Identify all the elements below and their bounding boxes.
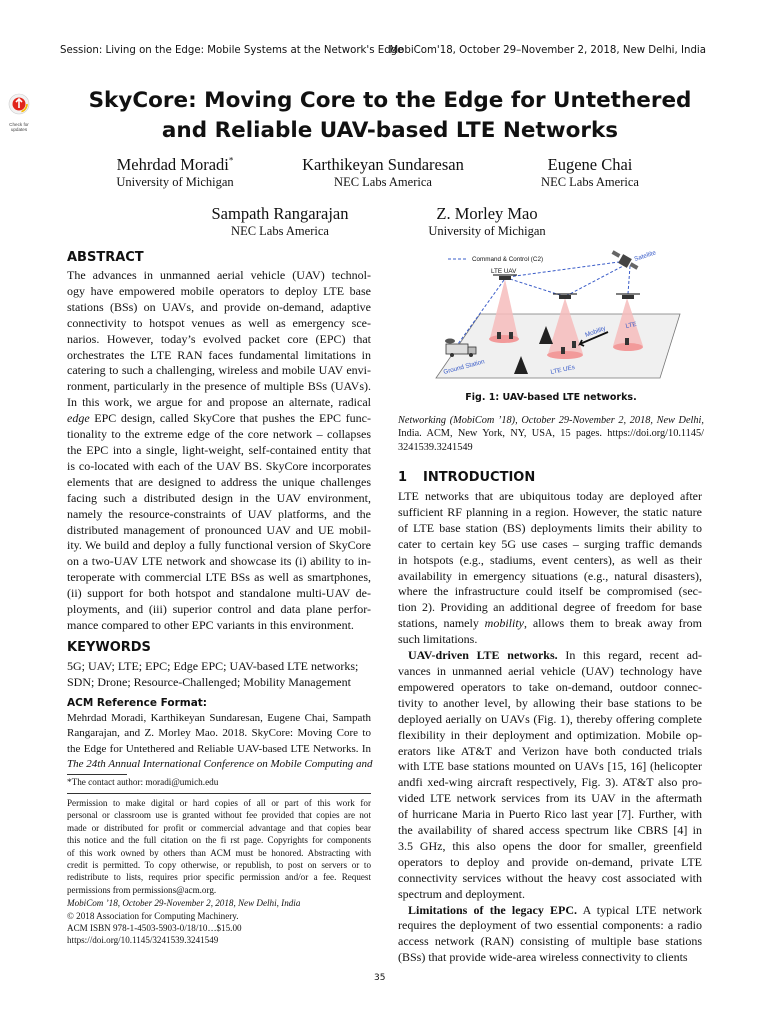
phone-icon [572, 341, 576, 348]
author-affiliation: NEC Labs America [541, 175, 639, 189]
acm-ref-heading: ACM Reference Format: [67, 697, 207, 709]
check-updates-icon [8, 93, 30, 117]
keyword-line: 5G; UAV; LTE; EPC; Edge EPC; UAV-based LTE networks; [67, 659, 359, 673]
lte-ues-label: LTE UEs [549, 363, 576, 376]
copyright-line: © 2018 Association for Computing Machinery. [67, 910, 239, 921]
permission-rule [67, 793, 371, 794]
intro-line [398, 648, 702, 664]
lte-uav-label: LTE UAV [491, 268, 517, 275]
author-name: Karthikeyan Sundaresan [302, 155, 464, 174]
abstract-line: tionality to the extreme edge of the core network – collapses [67, 427, 371, 442]
intro-line: vances in unmanned aerial vehicle (UAV) technology have [398, 663, 702, 678]
intro-line: operators to deploy and provide on-demand, private LTE [398, 854, 702, 869]
author-block-5 [412, 204, 562, 239]
citation-line: Networking (MobiCom ’18), October 29-November 2, 2018, New Delhi, [398, 415, 704, 426]
uav-lte-diagram [398, 246, 704, 396]
abstract-line: the EPC into a single, light-weight, self-contained entity that [67, 442, 371, 457]
abstract-line: ployments, and (iii) superior control and data plane perfor- [67, 602, 371, 617]
citation-block [398, 414, 704, 454]
abstract-heading: ABSTRACT [67, 250, 144, 265]
title-line-1: SkyCore: Moving Core to the Edge for Untethered [88, 88, 692, 113]
author-affiliation: University of Michigan [428, 224, 546, 238]
author-affiliation: University of Michigan [116, 175, 234, 189]
intro-text: In this regard, recent ad- [557, 648, 702, 663]
phone-icon [509, 332, 513, 339]
uav-icon [616, 294, 640, 299]
page-number: 35 [374, 973, 386, 983]
keywords-heading: KEYWORDS [67, 640, 151, 655]
intro-line: stations, namely mobility, allows them to break away from [398, 616, 702, 631]
check-for-updates-badge[interactable] [8, 93, 30, 132]
badge-line-2: updates [10, 127, 28, 132]
keywords-body [67, 659, 371, 691]
intro-line: sufficient RF planning in a region. However, the static nature [398, 504, 702, 519]
intro-line: empowered operators to take on-demand, outdoor connec- [398, 679, 702, 694]
author-mark: * [228, 155, 234, 166]
venue-line: MobiCom ’18, October 29-November 2, 2018, New Delhi, India [67, 898, 301, 909]
reference-line: Mehrdad Moradi, Karthikeyan Sundaresan, Eugene Chai, Sampath [67, 712, 371, 724]
intro-line: andfi xed-wing aircraft respectively, Fig. 3). AT&T also pro- [398, 775, 702, 790]
intro-line: of LTE base station (BS) deployments limits their ability to [398, 520, 702, 535]
author-name: Eugene Chai [547, 155, 633, 174]
satellite-label: Satellite [633, 249, 657, 263]
abstract-line: mance compared to other EPC variants in this environment. [67, 617, 354, 632]
abstract-line: orchestrates the LTE RAN faces fundamental limitations in [67, 347, 371, 362]
intro-line: availability in emergency situations (e.g., natural disasters), [398, 568, 702, 583]
intro-line: connectivity services without the heavy cost associated with [398, 870, 702, 885]
badge-line-1: Check for [9, 122, 29, 127]
phone-icon [497, 332, 501, 339]
citation-line: 3241539.3241549 [398, 441, 473, 453]
abstract-line: ogy have empowered mobile operators to deploy LTE base [67, 283, 371, 298]
section-title: INTRODUCTION [423, 470, 536, 485]
intro-line: such limitations. [398, 632, 478, 647]
abstract-line: (ii) support for both hotspot and standalone multi-UAV de- [67, 586, 371, 601]
phone-icon [561, 347, 565, 354]
intro-line: spectrum and deployment. [398, 886, 525, 901]
abstract-line: distributed management of pronounced UAV and UE mobil- [67, 522, 371, 537]
figure-1 [398, 246, 704, 396]
reference-line: Rangarajan, and Z. Morley Mao. 2018. SkyCore: Moving Core to [67, 727, 371, 740]
paper-title [60, 86, 720, 146]
running-header-session: Session: Living on the Edge: Mobile Systems at the Network's Edge [60, 45, 404, 56]
uav-icon [493, 275, 517, 280]
coverage-footprint [489, 335, 519, 343]
permission-line: made or distributed for profit or commercial advantage and that copies bear [67, 822, 371, 833]
intro-line: cater to certain key 5G use cases – surging traffic demands [398, 536, 702, 551]
isbn-line: ACM ISBN 978-1-4503-5903-0/18/10…$15.00 [67, 923, 242, 934]
intro-line: in hotspots (e.g., stadiums, event centers), as well as their [398, 552, 702, 567]
keyword-line: SDN; Drone; Resource-Challenged; Mobility Management [67, 674, 351, 689]
intro-line: requires the deployment of two essential components: a radio [398, 918, 702, 933]
abstract-line: The advances in unmanned aerial vehicle (UAV) technol- [67, 268, 371, 282]
intro-line: the availability of shared access spectrum like CBRS [4] in [398, 823, 702, 838]
author-affiliation: NEC Labs America [334, 175, 432, 189]
abstract-line: is co-located with each of the UAV BS. SkyCore incorporates [67, 458, 371, 473]
intro-text: A typical LTE network [577, 902, 702, 917]
lte-coverage-cone [490, 279, 518, 338]
author-affiliation: NEC Labs America [231, 224, 329, 238]
abstract-line: on a two-UAV LTE network and showcase its (i) ability to in- [67, 554, 371, 569]
abstract-line: edge EPC design, called SkyCore that pushes the EPC func- [67, 411, 371, 426]
author-name: Sampath Rangarajan [211, 204, 349, 223]
intro-line: (BSs) that provide wide-area wireless connectivity to clients [398, 950, 688, 965]
intro-line: with LTE base stations mounted on UAVs [15, 16] (helicopter [398, 759, 702, 774]
abstract-line: namely the resource-constraints of UAV platforms, and the [67, 506, 371, 521]
author-name: Mehrdad Moradi [116, 155, 229, 174]
figure-caption: Fig. 1: UAV-based LTE networks. [465, 392, 637, 403]
permission-line: of this work owned by others than ACM must be honored. Abstracting with [67, 847, 371, 858]
intro-line: of hurricane Maria in Puerto Rico last year [7]. Further, with [398, 807, 702, 822]
author-block-4 [200, 204, 360, 239]
abstract-line: ity. We build and deploy a fully functional version of SkyCore [67, 538, 371, 553]
legend-label: Command & Control (C2) [472, 256, 544, 263]
footnote-rule [67, 774, 127, 775]
doi-line[interactable]: https://doi.org/10.1145/3241539.3241549 [67, 935, 219, 946]
permission-line: this notice and the full citation on the fi rst page. Copyrights for components [67, 835, 371, 846]
intro-line: vided LTE network services from its UAV in the aftermath [398, 791, 702, 806]
intro-line: flexibility in their deployment and optimization. Mobile op- [398, 727, 702, 742]
abstract-line: teroperate with commercial LTE BSs as well as smartphones, [67, 570, 371, 585]
abstract-line: narios. However, today’s evolved packet core (EPC) that [67, 331, 371, 346]
permission-line: personal or classroom use is granted without fee provided that copies are not [67, 810, 371, 821]
intro-line: where the infrastructure could itself be compromised (sec- [398, 584, 702, 599]
permission-line: credit is permitted. To copy otherwise, or republish, to post on servers or to [67, 860, 371, 871]
author-block-1 [90, 155, 260, 190]
intro-line: tivity to another level, by allowing their base stations to be [398, 695, 702, 710]
abstract-line: facing such a distributed design in the UAV environment, [67, 490, 371, 505]
permission-line: permissions from permissions@acm.org. [67, 884, 217, 895]
running-header-conference: MobiCom'18, October 29–November 2, 2018, New Delhi, India [389, 45, 706, 56]
intro-line: erators like AT&T and Verizon have both conducted trials [398, 743, 702, 758]
permission-block [67, 797, 371, 947]
abstract-line: connectivity to hotspot venues as well as emergency sce- [67, 315, 371, 330]
acm-ref-body [67, 711, 371, 773]
intro-line: 3.5 GHz, this also opens the door for smaller, greenfield [398, 838, 702, 853]
author-name: Z. Morley Mao [436, 204, 538, 223]
ground-station-label: Ground Station [442, 358, 486, 376]
reference-line: the Edge for Untethered and Reliable UAV-based LTE Networks. In [67, 742, 371, 755]
paragraph-lead: UAV-driven LTE networks. [408, 648, 558, 663]
abstract-line: In this work, we argue for and propose an alternate, radical [67, 395, 371, 410]
intro-line [398, 903, 702, 919]
phone-icon [625, 338, 629, 345]
permission-line: redistribute to lists, requires prior specific permission and/or a fee. Request [67, 872, 371, 883]
abstract-line: elements that are designed to address the unique challenges [67, 474, 371, 489]
permission-line: Permission to make digital or hard copies of all or part of this work for [67, 798, 371, 808]
abstract-line: stations (BSs) on UAVs, and provide on-demand, adaptive [67, 299, 371, 314]
intro-line: tion 2). Providing an additional degree of freedom for base [398, 600, 702, 615]
intro-heading [398, 470, 535, 485]
paragraph-lead: Limitations of the legacy EPC. [408, 902, 578, 917]
section-number: 1 [398, 470, 408, 485]
intro-body [398, 489, 702, 966]
title-line-2: and Reliable UAV-based LTE Networks [161, 118, 619, 143]
uav-icon [553, 294, 577, 299]
mobility-label: Mobility [584, 324, 607, 339]
intro-line: access network (RAN) consisting of multiple base stations [398, 934, 702, 949]
lte-label: LTE [624, 320, 638, 330]
citation-line: India. ACM, New York, NY, USA, 15 pages. https://doi.org/10.1145/ [398, 428, 704, 440]
footnote-contact: *The contact author: moradi@umich.edu [67, 777, 219, 787]
abstract-line: catering to such a challenging, wireless and mobile UAV envi- [67, 363, 371, 378]
author-block-3 [520, 155, 660, 190]
reference-line: The 24th Annual International Conference on Mobile Computing and [67, 758, 373, 771]
intro-line: deployed aerially on UAVs (Fig. 1), thereby offering complete [398, 711, 702, 726]
intro-line: LTE networks that are ubiquitous today are deployed after [398, 489, 702, 503]
abstract-line: ronment, particularly in the presence of multiple BSs (UAVs). [67, 379, 371, 394]
abstract-body [67, 268, 371, 634]
author-block-2 [283, 155, 483, 190]
